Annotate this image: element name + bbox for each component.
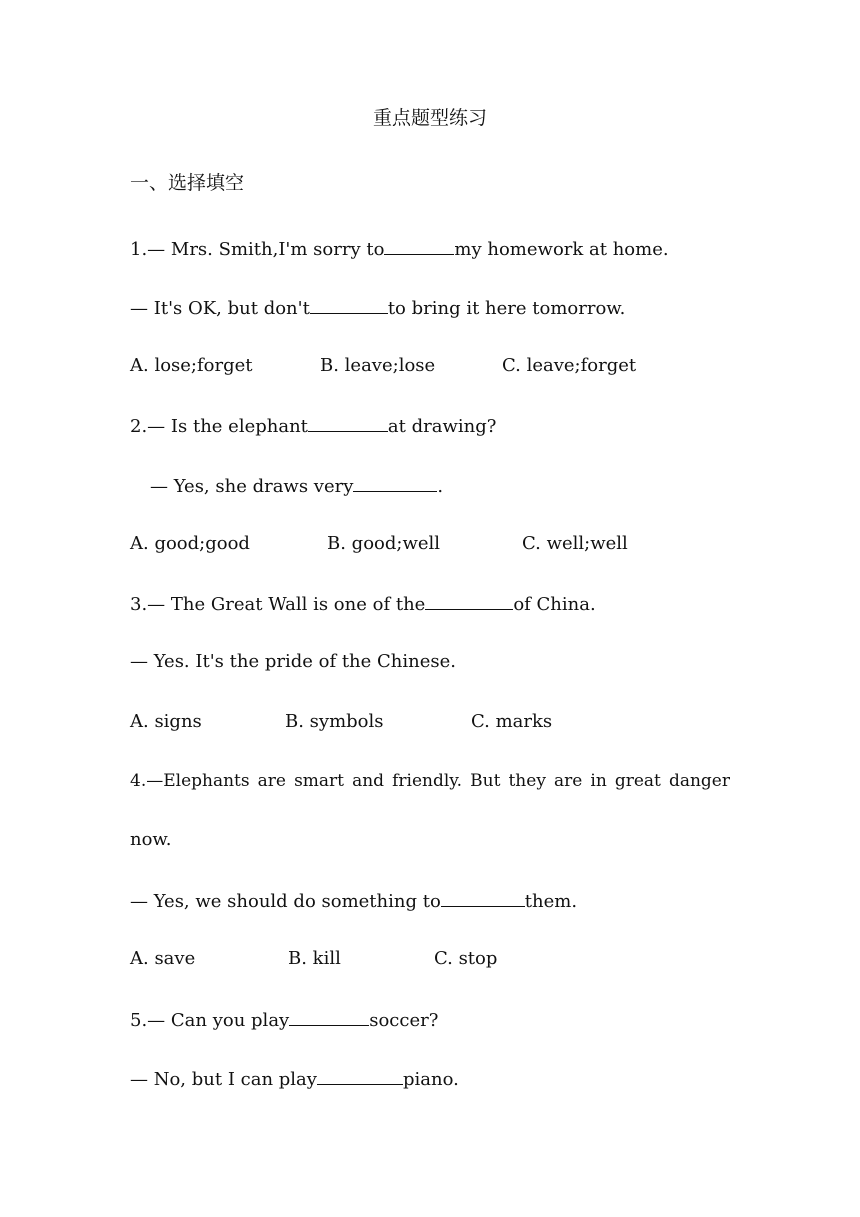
question-2-line-2 bbox=[150, 471, 443, 501]
answer-blank[interactable] bbox=[425, 589, 513, 610]
question-2-reply-before: — Yes, she draws very bbox=[150, 476, 354, 497]
question-2-option-a: A. good;good bbox=[130, 533, 250, 554]
question-3-option-a: A. signs bbox=[130, 711, 202, 732]
answer-blank[interactable] bbox=[353, 471, 437, 492]
question-1-line-2 bbox=[130, 293, 625, 323]
question-1-line-1 bbox=[130, 234, 669, 264]
answer-blank[interactable] bbox=[441, 886, 525, 907]
question-1-option-c: C. leave;forget bbox=[502, 355, 637, 376]
question-2-reply-after: . bbox=[437, 476, 444, 497]
question-4-reply-after: them. bbox=[524, 891, 578, 912]
page-title: 重点题型练习 bbox=[372, 107, 487, 129]
question-1-option-b: B. leave;lose bbox=[320, 355, 436, 376]
question-1-reply-before: — It's OK, but don't bbox=[130, 298, 310, 319]
question-2-option-b: B. good;well bbox=[327, 533, 441, 554]
question-4-line-2 bbox=[130, 886, 577, 916]
answer-blank[interactable] bbox=[384, 234, 454, 255]
question-4-line-1-continued: now. bbox=[130, 829, 172, 850]
question-5-text-after: soccer? bbox=[369, 1010, 439, 1031]
question-1-reply-after: to bring it here tomorrow. bbox=[387, 298, 626, 319]
question-2-line-1 bbox=[130, 411, 496, 441]
question-2-text-after: at drawing? bbox=[387, 416, 497, 437]
question-2-option-c: C. well;well bbox=[522, 533, 628, 554]
section-heading: 一、选择填空 bbox=[130, 172, 245, 194]
question-4-option-c: C. stop bbox=[434, 948, 498, 969]
question-3-option-b: B. symbols bbox=[285, 711, 384, 732]
question-3-text-after: of China. bbox=[513, 594, 596, 615]
question-3-line-1 bbox=[130, 589, 596, 619]
question-3-option-c: C. marks bbox=[471, 711, 553, 732]
question-5-line-1 bbox=[130, 1005, 438, 1035]
question-5-line-2 bbox=[130, 1064, 459, 1094]
answer-blank[interactable] bbox=[310, 293, 388, 314]
question-2-text-before: 2.— Is the elephant bbox=[130, 416, 308, 437]
answer-blank[interactable] bbox=[289, 1005, 369, 1026]
question-5-reply-after: piano. bbox=[402, 1069, 459, 1090]
question-3-text-before: 3.— The Great Wall is one of the bbox=[130, 594, 426, 615]
question-5-text-before: 5.— Can you play bbox=[130, 1010, 290, 1031]
question-4-line-1: 4.—Elephants are smart and friendly. But they are in great danger bbox=[130, 771, 730, 791]
answer-blank[interactable] bbox=[308, 411, 388, 432]
question-4-option-b: B. kill bbox=[288, 948, 341, 969]
question-1-text-before: 1.— Mrs. Smith,I'm sorry to bbox=[130, 239, 385, 260]
question-4-option-a: A. save bbox=[130, 948, 196, 969]
question-1-text-after: my homework at home. bbox=[454, 239, 669, 260]
answer-blank[interactable] bbox=[317, 1064, 403, 1085]
question-4-reply-before: — Yes, we should do something to bbox=[130, 891, 441, 912]
question-5-reply-before: — No, but I can play bbox=[130, 1069, 317, 1090]
question-3-line-2: — Yes. It's the pride of the Chinese. bbox=[130, 651, 457, 672]
question-1-option-a: A. lose;forget bbox=[130, 355, 253, 376]
